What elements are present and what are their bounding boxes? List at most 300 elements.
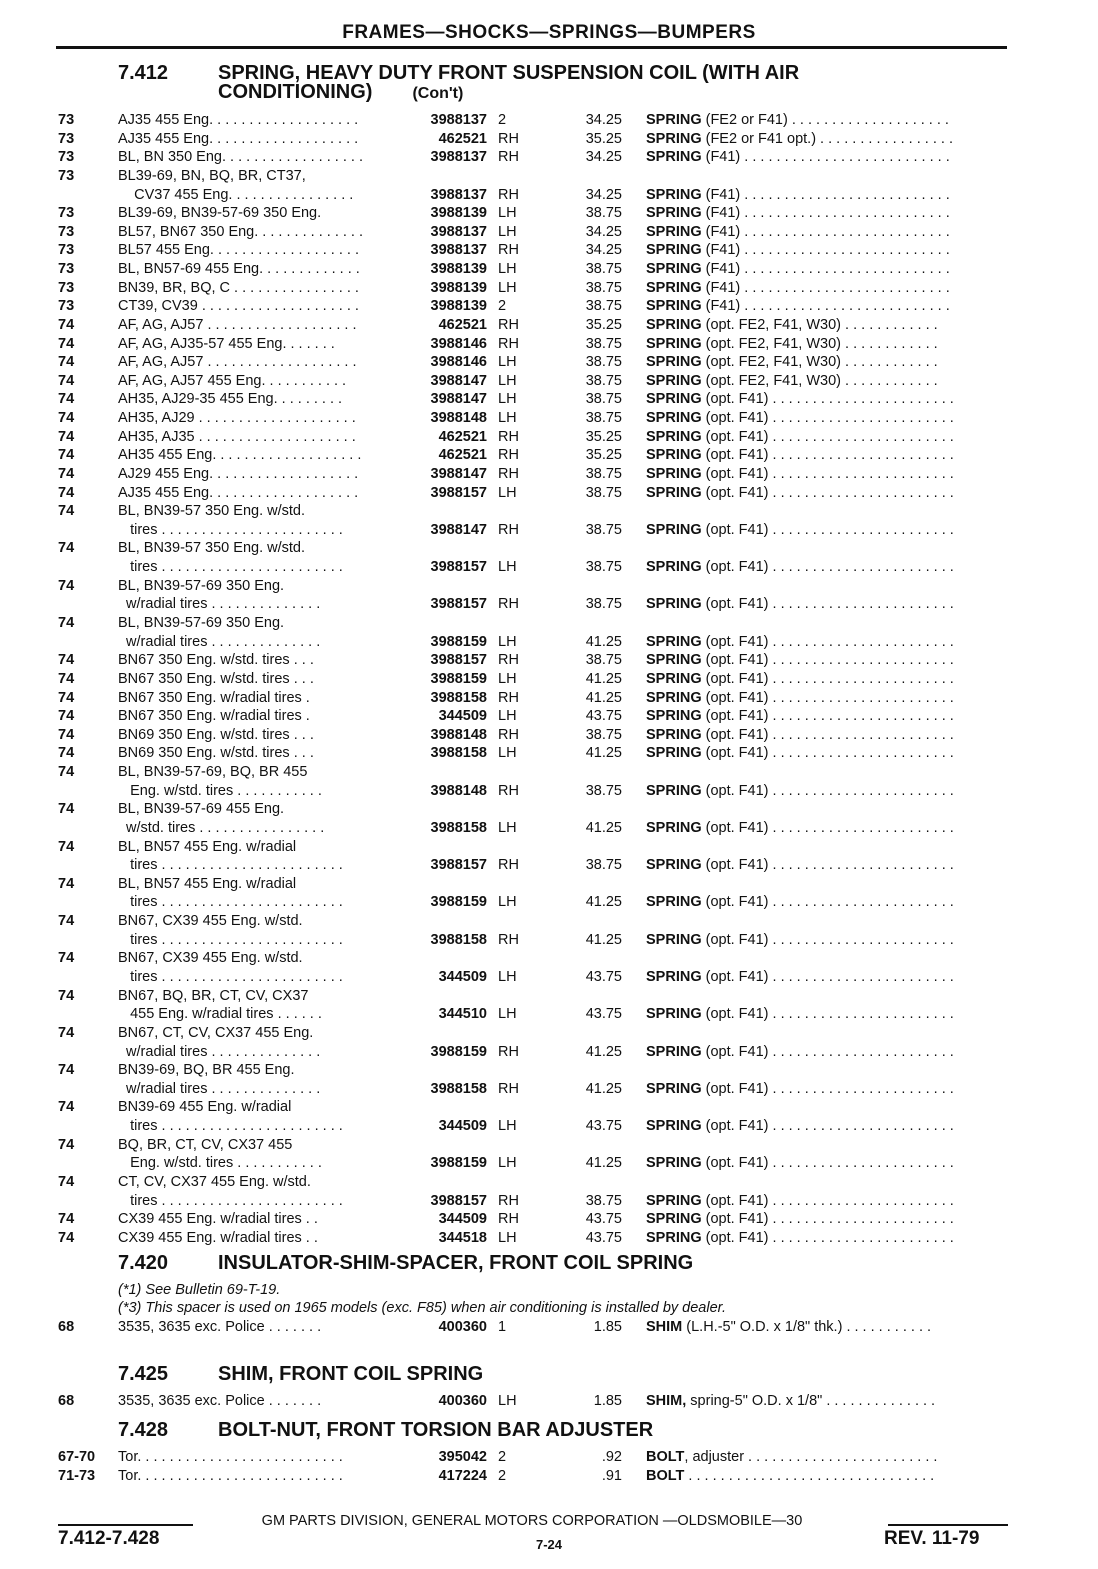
- price-cell: 41.25: [585, 819, 622, 836]
- table-row: [0, 931, 1098, 950]
- item-spec: (opt. F41) . . . . . . . . . . . . . . . . . . . . . . .: [701, 428, 954, 445]
- table-row: [0, 1448, 1098, 1467]
- description-cell: [646, 1229, 1008, 1248]
- model-cell: BN39-69, BQ, BR 455 Eng.: [118, 1062, 295, 1079]
- description-cell: [646, 335, 1008, 354]
- table-row: [0, 279, 1098, 298]
- table-row: [0, 428, 1098, 447]
- part-number-cell: 3988139: [430, 205, 487, 222]
- item-spec: (opt. F41) . . . . . . . . . . . . . . . . . . . . . . .: [701, 633, 954, 650]
- year-cell: 74: [58, 484, 75, 501]
- part-number-cell: 3988147: [430, 372, 487, 389]
- part-number-cell: 3988146: [430, 335, 487, 352]
- side-qty-cell: RH: [498, 186, 519, 203]
- part-number-cell: 462521: [438, 447, 487, 464]
- spacer-note: (*3) This spacer is used on 1965 models (exc. F85) when air conditioning is installed by dealer.: [118, 1300, 726, 1316]
- part-number-cell: 3988158: [430, 931, 487, 948]
- price-cell: 1.85: [593, 1319, 622, 1335]
- item-spec: (FE2 or F41) . . . . . . . . . . . . . . . . . . . .: [701, 112, 949, 128]
- side-qty-cell: 1: [498, 1319, 507, 1335]
- side-qty-cell: RH: [498, 596, 519, 613]
- model-cell: AH35, AJ29-35 455 Eng. . . . . . . . .: [118, 391, 343, 408]
- year-cell: 74: [58, 1211, 75, 1228]
- item-spec: (opt. F41) . . . . . . . . . . . . . . . . . . . . . . .: [701, 782, 954, 799]
- part-number-cell: 3988139: [430, 279, 487, 296]
- part-number-cell: 3988159: [430, 894, 487, 911]
- item-spec: (opt. FE2, F41, W30) . . . . . . . . . . . .: [701, 316, 938, 333]
- year-cell: 74: [58, 670, 75, 687]
- table-row: [0, 353, 1098, 372]
- model-cell: CT, CV, CX37 455 Eng. w/std.: [118, 1173, 311, 1190]
- item-name: SPRING: [646, 1192, 702, 1209]
- year-cell: 74: [58, 801, 75, 818]
- description-cell: [646, 279, 1008, 298]
- model-cell: BL, BN39-57 350 Eng. w/std.: [118, 540, 305, 557]
- item-spec: . . . . . . . . . . . . . . . . . . . . . . . . . . . . . . .: [684, 1467, 935, 1484]
- model-cell: BL, BN39-57-69 455 Eng.: [118, 801, 285, 818]
- description-cell: [646, 893, 1008, 912]
- description-cell: [646, 1043, 1008, 1062]
- table-row: [0, 1117, 1098, 1136]
- item-spec: (F41) . . . . . . . . . . . . . . . . . . . . . . . . . .: [701, 242, 950, 259]
- year-cell: 68: [58, 1319, 75, 1335]
- model-cell: AJ29 455 Eng. . . . . . . . . . . . . . . . . . .: [118, 465, 359, 482]
- table-row: [0, 689, 1098, 708]
- price-cell: 38.75: [585, 1192, 622, 1209]
- part-number-cell: 3988159: [430, 1043, 487, 1060]
- item-name: SPRING: [646, 689, 702, 706]
- side-qty-cell: LH: [498, 261, 517, 278]
- year-cell: 74: [58, 428, 75, 445]
- part-number-cell: 3988159: [430, 1155, 487, 1172]
- item-spec: (F41) . . . . . . . . . . . . . . . . . . . . . . . . . .: [701, 223, 950, 240]
- year-cell: 73: [58, 149, 75, 166]
- item-name: BOLT: [646, 1449, 685, 1465]
- description-cell: [646, 297, 1008, 316]
- part-number-cell: 3988148: [430, 726, 487, 743]
- model-cell: tires . . . . . . . . . . . . . . . . . . . . . . .: [118, 521, 343, 538]
- section-number: 7.412: [118, 62, 169, 84]
- table-row: [0, 1229, 1098, 1248]
- description-cell: [646, 1117, 1008, 1136]
- model-cell: BN39-69 455 Eng. w/radial: [118, 1099, 292, 1116]
- model-cell: BN67 350 Eng. w/radial tires .: [118, 689, 310, 706]
- table-row: [0, 949, 1098, 968]
- section-number: 7.420: [118, 1252, 169, 1274]
- side-qty-cell: RH: [498, 782, 519, 799]
- description-cell: [646, 353, 1008, 372]
- price-cell: 41.25: [585, 894, 622, 911]
- side-qty-cell: RH: [498, 130, 519, 147]
- part-number-cell: 400360: [438, 1319, 487, 1335]
- model-cell: BL, BN57 455 Eng. w/radial: [118, 838, 297, 855]
- model-cell: BL, BN57-69 455 Eng. . . . . . . . . . . . .: [118, 261, 360, 278]
- description-cell: [646, 148, 1008, 167]
- part-number-cell: 3988159: [430, 670, 487, 687]
- model-cell: BN67 350 Eng. w/std. tires . . .: [118, 670, 314, 687]
- model-cell: BN39, BR, BQ, C . . . . . . . . . . . . . . . .: [118, 279, 359, 296]
- price-cell: 38.75: [585, 484, 622, 501]
- model-cell: AF, AG, AJ57 . . . . . . . . . . . . . . . . . . .: [118, 316, 357, 333]
- table-row: [0, 875, 1098, 894]
- price-cell: 1.85: [593, 1393, 622, 1409]
- side-qty-cell: LH: [498, 819, 517, 836]
- model-cell: BL, BN39-57 350 Eng. w/std.: [118, 503, 305, 520]
- footer-revision: REV. 11-79: [884, 1528, 980, 1549]
- item-spec: , adjuster . . . . . . . . . . . . . . . . . . . . . . . .: [684, 1449, 938, 1465]
- year-cell: 74: [58, 1099, 75, 1116]
- model-cell: BN67, CT, CV, CX37 455 Eng.: [118, 1024, 314, 1041]
- item-name: SPRING: [646, 782, 702, 799]
- side-qty-cell: LH: [498, 894, 517, 911]
- model-cell: tires . . . . . . . . . . . . . . . . . . . . . . .: [118, 931, 343, 948]
- item-name: SPRING: [646, 931, 702, 948]
- item-spec: (F41) . . . . . . . . . . . . . . . . . . . . . . . . . .: [701, 149, 950, 166]
- side-qty-cell: LH: [498, 205, 517, 222]
- description-cell: [646, 1080, 1008, 1099]
- year-cell: 74: [58, 447, 75, 464]
- model-cell: Tor. . . . . . . . . . . . . . . . . . . . . . . . . .: [118, 1449, 343, 1465]
- table-row: [0, 204, 1098, 223]
- price-cell: 34.25: [585, 242, 622, 259]
- price-cell: .92: [601, 1449, 622, 1465]
- description-cell: [646, 428, 1008, 447]
- item-name: SPRING: [646, 130, 702, 147]
- table-row: [0, 800, 1098, 819]
- side-qty-cell: RH: [498, 931, 519, 948]
- description-cell: [646, 1448, 1008, 1467]
- table-row: [0, 316, 1098, 335]
- price-cell: 41.25: [585, 689, 622, 706]
- side-qty-cell: RH: [498, 857, 519, 874]
- section-7420-title: [118, 1254, 693, 1273]
- year-cell: 73: [58, 167, 75, 184]
- side-qty-cell: 2: [498, 1467, 507, 1484]
- table-row: [0, 111, 1098, 130]
- item-spec: (opt. F41) . . . . . . . . . . . . . . . . . . . . . . .: [701, 1211, 954, 1228]
- part-number-cell: 3988159: [430, 633, 487, 650]
- year-cell: 74: [58, 1136, 75, 1153]
- item-spec: (opt. FE2, F41, W30) . . . . . . . . . . . .: [701, 372, 938, 389]
- item-spec: (F41) . . . . . . . . . . . . . . . . . . . . . . . . . .: [701, 298, 950, 315]
- price-cell: 41.25: [585, 1155, 622, 1172]
- model-cell: AF, AG, AJ35-57 455 Eng. . . . . . .: [118, 335, 335, 352]
- year-cell: 73: [58, 130, 75, 147]
- year-cell: 73: [58, 298, 75, 315]
- item-name: SPRING: [646, 1006, 702, 1023]
- price-cell: 38.75: [585, 410, 622, 427]
- item-spec: (opt. F41) . . . . . . . . . . . . . . . . . . . . . . .: [701, 391, 954, 408]
- table-row: [0, 1098, 1098, 1117]
- model-cell: tires . . . . . . . . . . . . . . . . . . . . . . .: [118, 894, 343, 911]
- item-name: SHIM,: [646, 1393, 687, 1409]
- item-name: SPRING: [646, 708, 702, 725]
- model-cell: BN67, BQ, BR, CT, CV, CX37: [118, 987, 309, 1004]
- model-cell: BN69 350 Eng. w/std. tires . . .: [118, 726, 314, 743]
- item-spec: spring-5" O.D. x 1/8" . . . . . . . . . . . . . .: [686, 1393, 936, 1409]
- description-cell: [646, 856, 1008, 875]
- item-name: SPRING: [646, 1155, 702, 1172]
- table-row: [0, 633, 1098, 652]
- table-row: [0, 297, 1098, 316]
- side-qty-cell: RH: [498, 652, 519, 669]
- price-cell: 34.25: [585, 186, 622, 203]
- price-cell: 34.25: [585, 149, 622, 166]
- item-spec: (opt. F41) . . . . . . . . . . . . . . . . . . . . . . .: [701, 1080, 954, 1097]
- price-cell: 43.75: [585, 1211, 622, 1228]
- table-row: [0, 744, 1098, 763]
- table-row: [0, 409, 1098, 428]
- model-cell: w/radial tires . . . . . . . . . . . . . .: [118, 596, 321, 613]
- description-cell: [646, 1318, 1008, 1337]
- item-name: SPRING: [646, 298, 702, 315]
- price-cell: 35.25: [585, 130, 622, 147]
- footer-page-number: 7-24: [535, 1537, 563, 1552]
- table-row: [0, 912, 1098, 931]
- item-name: SPRING: [646, 559, 702, 576]
- year-cell: 74: [58, 838, 75, 855]
- model-cell: AF, AG, AJ57 455 Eng. . . . . . . . . . .: [118, 372, 347, 389]
- item-name: SPRING: [646, 894, 702, 911]
- price-cell: 43.75: [585, 1118, 622, 1135]
- price-cell: 35.25: [585, 447, 622, 464]
- year-cell: 74: [58, 1229, 75, 1246]
- model-cell: BL, BN39-57-69, BQ, BR 455: [118, 764, 308, 781]
- description-cell: [646, 968, 1008, 987]
- description-cell: [646, 409, 1008, 428]
- item-spec: (opt. F41) . . . . . . . . . . . . . . . . . . . . . . .: [701, 689, 954, 706]
- side-qty-cell: LH: [498, 484, 517, 501]
- description-cell: [646, 111, 1008, 130]
- side-qty-cell: RH: [498, 1080, 519, 1097]
- model-cell: 3535, 3635 exc. Police . . . . . . .: [118, 1319, 322, 1335]
- part-number-cell: 400360: [438, 1393, 487, 1409]
- description-cell: [646, 1392, 1008, 1411]
- side-qty-cell: RH: [498, 447, 519, 464]
- part-number-cell: 3988137: [430, 186, 487, 203]
- side-qty-cell: LH: [498, 708, 517, 725]
- description-cell: [646, 186, 1008, 205]
- side-qty-cell: LH: [498, 745, 517, 762]
- section-7412-title: [118, 64, 799, 103]
- section-number: 7.428: [118, 1419, 169, 1441]
- year-cell: 74: [58, 726, 75, 743]
- section-7428-title: [118, 1421, 653, 1440]
- year-cell: 74: [58, 875, 75, 892]
- table-row: [0, 726, 1098, 745]
- year-cell: 71-73: [58, 1467, 96, 1484]
- item-spec: (opt. F41) . . . . . . . . . . . . . . . . . . . . . . .: [701, 484, 954, 501]
- description-cell: [646, 595, 1008, 614]
- price-cell: 43.75: [585, 1229, 622, 1246]
- price-cell: 43.75: [585, 1006, 622, 1023]
- model-cell: BL, BN39-57-69 350 Eng.: [118, 577, 285, 594]
- item-spec: (opt. F41) . . . . . . . . . . . . . . . . . . . . . . .: [701, 894, 954, 911]
- part-number-cell: 3988146: [430, 354, 487, 371]
- part-number-cell: 462521: [438, 428, 487, 445]
- side-qty-cell: LH: [498, 391, 517, 408]
- price-cell: 41.25: [585, 931, 622, 948]
- item-name: SPRING: [646, 186, 702, 203]
- side-qty-cell: LH: [498, 1118, 517, 1135]
- model-cell: tires . . . . . . . . . . . . . . . . . . . . . . .: [118, 559, 343, 576]
- table-row: [0, 856, 1098, 875]
- table-row: [0, 1210, 1098, 1229]
- item-name: SPRING: [646, 596, 702, 613]
- description-cell: [646, 744, 1008, 763]
- price-cell: 38.75: [585, 782, 622, 799]
- price-cell: 41.25: [585, 1080, 622, 1097]
- part-number-cell: 3988147: [430, 521, 487, 538]
- part-number-cell: 462521: [438, 316, 487, 333]
- price-cell: 43.75: [585, 708, 622, 725]
- side-qty-cell: LH: [498, 968, 517, 985]
- item-spec: (FE2 or F41 opt.) . . . . . . . . . . . . . . . . .: [701, 130, 953, 147]
- year-cell: 74: [58, 1062, 75, 1079]
- item-spec: (opt. F41) . . . . . . . . . . . . . . . . . . . . . . .: [701, 1192, 954, 1209]
- item-spec: (opt. F41) . . . . . . . . . . . . . . . . . . . . . . .: [701, 968, 954, 985]
- item-name: SPRING: [646, 279, 702, 296]
- table-row: [0, 968, 1098, 987]
- table-row: [0, 186, 1098, 205]
- year-cell: 73: [58, 261, 75, 278]
- model-cell: BL39-69, BN39-57-69 350 Eng.: [118, 205, 322, 222]
- item-spec: (opt. F41) . . . . . . . . . . . . . . . . . . . . . . .: [701, 1006, 954, 1023]
- section-title: BOLT-NUT, FRONT TORSION BAR ADJUSTER: [218, 1419, 654, 1441]
- model-cell: w/radial tires . . . . . . . . . . . . . .: [118, 1080, 321, 1097]
- model-cell: AH35, AJ29 . . . . . . . . . . . . . . . . . . . .: [118, 410, 356, 427]
- table-row: [0, 539, 1098, 558]
- side-qty-cell: LH: [498, 223, 517, 240]
- item-spec: (opt. F41) . . . . . . . . . . . . . . . . . . . . . . .: [701, 819, 954, 836]
- model-cell: BL, BN39-57-69 350 Eng.: [118, 615, 285, 631]
- side-qty-cell: RH: [498, 316, 519, 333]
- item-name: SPRING: [646, 1043, 702, 1060]
- side-qty-cell: RH: [498, 1192, 519, 1209]
- part-number-cell: 3988158: [430, 819, 487, 836]
- side-qty-cell: RH: [498, 428, 519, 445]
- year-cell: 67-70: [58, 1449, 96, 1465]
- side-qty-cell: LH: [498, 410, 517, 427]
- year-cell: 74: [58, 316, 75, 333]
- side-qty-cell: 2: [498, 112, 507, 128]
- item-spec: (opt. F41) . . . . . . . . . . . . . . . . . . . . . . .: [701, 521, 954, 538]
- table-row: [0, 335, 1098, 354]
- section-7425-title: [118, 1365, 483, 1384]
- price-cell: 38.75: [585, 596, 622, 613]
- item-spec: (F41) . . . . . . . . . . . . . . . . . . . . . . . . . .: [701, 205, 950, 222]
- price-cell: 38.75: [585, 521, 622, 538]
- model-cell: BL39-69, BN, BQ, BR, CT37,: [118, 167, 306, 184]
- item-spec: (opt. F41) . . . . . . . . . . . . . . . . . . . . . . .: [701, 745, 954, 762]
- part-number-cell: 3988157: [430, 857, 487, 874]
- description-cell: [646, 726, 1008, 745]
- part-number-cell: 3988137: [430, 112, 487, 128]
- model-cell: Eng. w/std. tires . . . . . . . . . . .: [118, 782, 322, 799]
- year-cell: 74: [58, 540, 75, 557]
- part-number-cell: 344510: [438, 1006, 487, 1023]
- year-cell: 68: [58, 1393, 75, 1409]
- price-cell: 38.75: [585, 857, 622, 874]
- section-title: SHIM, FRONT COIL SPRING: [218, 1363, 484, 1385]
- price-cell: 38.75: [585, 559, 622, 576]
- description-cell: [646, 521, 1008, 540]
- year-cell: 74: [58, 335, 75, 352]
- model-cell: w/radial tires . . . . . . . . . . . . . .: [118, 633, 321, 650]
- footer-rule-right: [888, 1524, 1008, 1526]
- description-cell: [646, 130, 1008, 149]
- side-qty-cell: LH: [498, 1393, 517, 1409]
- item-name: SPRING: [646, 1080, 702, 1097]
- item-spec: (opt. FE2, F41, W30) . . . . . . . . . . . .: [701, 335, 938, 352]
- model-cell: AF, AG, AJ57 . . . . . . . . . . . . . . . . . . .: [118, 354, 357, 371]
- side-qty-cell: RH: [498, 335, 519, 352]
- item-name: SPRING: [646, 745, 702, 762]
- table-row: [0, 241, 1098, 260]
- item-spec: (opt. F41) . . . . . . . . . . . . . . . . . . . . . . .: [701, 708, 954, 725]
- item-name: SPRING: [646, 447, 702, 464]
- table-row: [0, 707, 1098, 726]
- table-row: [0, 595, 1098, 614]
- item-name: SPRING: [646, 484, 702, 501]
- footer-division: GM PARTS DIVISION, GENERAL MOTORS CORPORATION —OLDSMOBILE—30: [261, 1513, 803, 1529]
- table-row: [0, 651, 1098, 670]
- description-cell: [646, 260, 1008, 279]
- price-cell: 38.75: [585, 298, 622, 315]
- year-cell: 74: [58, 372, 75, 389]
- year-cell: 74: [58, 1024, 75, 1041]
- page-title: FRAMES—SHOCKS—SPRINGS—BUMPERS: [342, 22, 756, 43]
- item-spec: (opt. F41) . . . . . . . . . . . . . . . . . . . . . . .: [701, 726, 954, 743]
- description-cell: [646, 707, 1008, 726]
- item-name: SPRING: [646, 819, 702, 836]
- table-row: [0, 1318, 1098, 1337]
- item-name: SPRING: [646, 205, 702, 222]
- description-cell: [646, 819, 1008, 838]
- part-number-cell: 344518: [438, 1229, 487, 1246]
- price-cell: 38.75: [585, 205, 622, 222]
- model-cell: BN67, CX39 455 Eng. w/std.: [118, 950, 303, 967]
- description-cell: [646, 931, 1008, 950]
- item-name: SPRING: [646, 1118, 702, 1135]
- side-qty-cell: RH: [498, 726, 519, 743]
- table-row: [0, 130, 1098, 149]
- table-row: [0, 819, 1098, 838]
- price-cell: 38.75: [585, 372, 622, 389]
- description-cell: [646, 1467, 1008, 1486]
- item-name: SPRING: [646, 857, 702, 874]
- model-cell: BN67 350 Eng. w/radial tires .: [118, 708, 310, 725]
- item-spec: (opt. F41) . . . . . . . . . . . . . . . . . . . . . . .: [701, 410, 954, 427]
- price-cell: 35.25: [585, 428, 622, 445]
- model-cell: w/std. tires . . . . . . . . . . . . . . . .: [118, 819, 325, 836]
- part-number-cell: 3988157: [430, 1192, 487, 1209]
- model-cell: BN69 350 Eng. w/std. tires . . .: [118, 745, 314, 762]
- item-spec: (opt. F41) . . . . . . . . . . . . . . . . . . . . . . .: [701, 447, 954, 464]
- price-cell: 38.75: [585, 652, 622, 669]
- model-cell: CV37 455 Eng. . . . . . . . . . . . . . . .: [118, 186, 354, 203]
- table-row: [0, 577, 1098, 596]
- table-row: [0, 1024, 1098, 1043]
- price-cell: 34.25: [585, 112, 622, 128]
- description-cell: [646, 782, 1008, 801]
- item-spec: (opt. F41) . . . . . . . . . . . . . . . . . . . . . . .: [701, 931, 954, 948]
- bulletin-note: (*1) See Bulletin 69-T-19.: [118, 1282, 281, 1298]
- side-qty-cell: RH: [498, 689, 519, 706]
- model-cell: CT39, CV39 . . . . . . . . . . . . . . . . . . . .: [118, 298, 359, 315]
- model-cell: BL, BN57 455 Eng. w/radial: [118, 875, 297, 892]
- item-name: SPRING: [646, 112, 702, 128]
